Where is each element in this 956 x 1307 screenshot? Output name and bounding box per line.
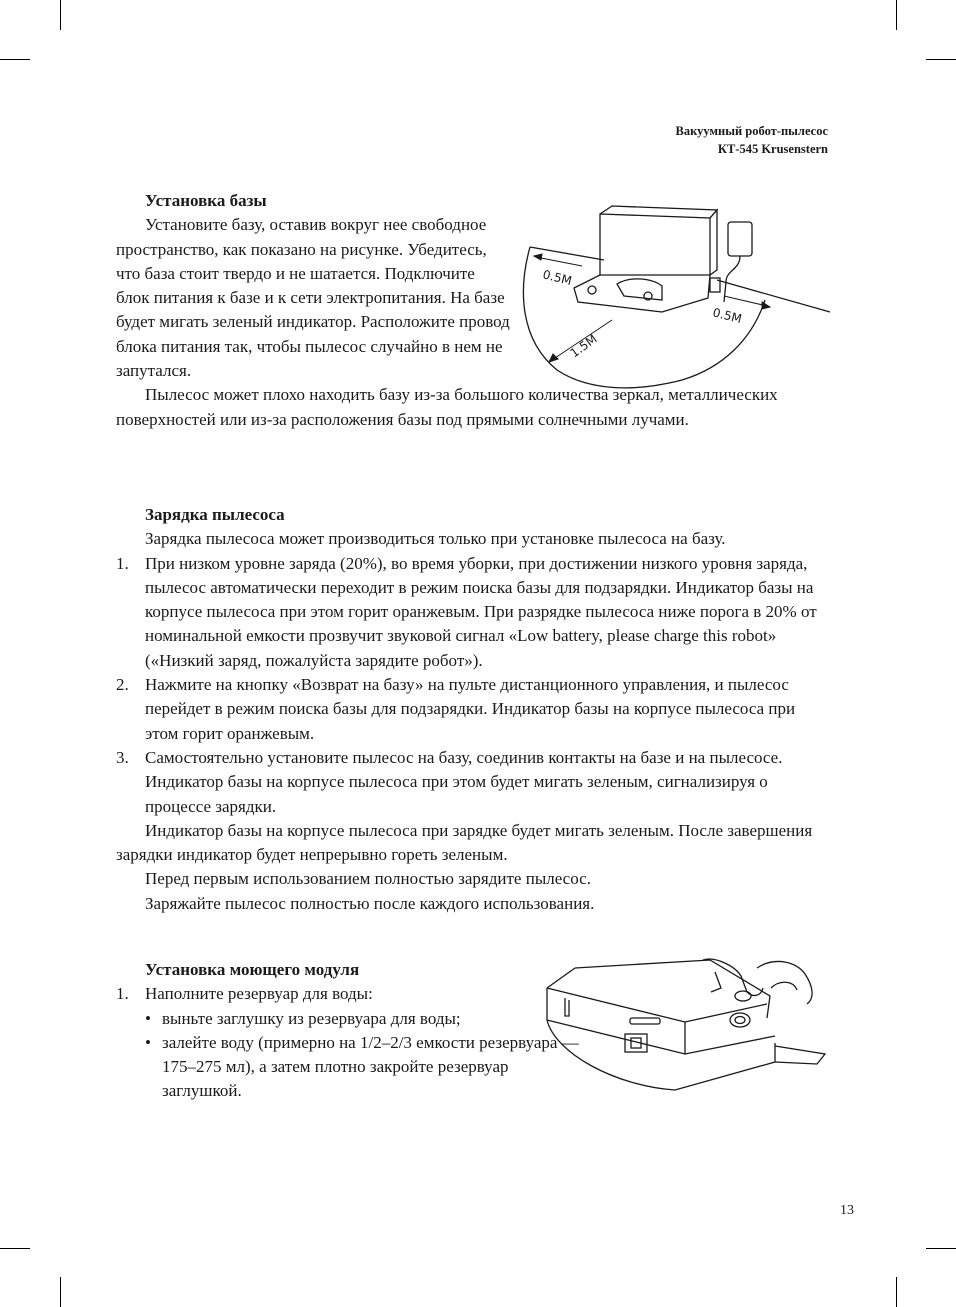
list-number: 3. [116, 747, 129, 767]
list-item-text: При низком уровне заряда (20%), во время уборки, при достижении низкого уровня заряда, пылесос автоматически переходит в режим поиска базы для подзарядки. Индикатор базы на корпусе пылесоса при этом горит оранжевым. При разрядке пылесоса ниже порога в 20% от номинальной емкости прозвучит звуковой сигнал «Low battery, please charge this robot» («Низкий заряд, пожалуйста зарядите робот»). [145, 553, 817, 670]
list-number: 1. [116, 553, 129, 573]
section-title: Зарядка пылесоса [145, 505, 285, 524]
bullet-item [116, 1031, 582, 1104]
bullet-marker: • [145, 1008, 151, 1028]
list-item-text: Наполните резервуар для воды: [145, 984, 373, 1004]
section-title: Установка моющего модуля [145, 960, 360, 979]
bullet-text: залейте воду (примерно на 1/2–2/3 емкости резервуара — 175–275 мл), а затем плотно закройте резервуар заглушкой. [162, 1032, 579, 1101]
bullet-item [116, 1007, 582, 1031]
crop-mark [926, 1248, 956, 1249]
crop-mark [0, 59, 30, 60]
list-item-text: Самостоятельно установите пылесос на базу, соединив контакты на базе и на пылесосе. Индикатор базы на корпусе пылесоса при этом будет мигать зеленым, сигнализируя о процессе зарядки. [145, 747, 783, 816]
list-item [116, 746, 828, 819]
list-number: 2. [116, 675, 129, 695]
crop-mark [926, 59, 956, 60]
water-tank-figure [535, 958, 831, 1098]
crop-mark [896, 0, 897, 30]
section-charging [116, 503, 828, 916]
header-model: КТ-545 Krusenstern [717, 142, 828, 156]
paragraph: Индикатор базы на корпусе пылесоса при зарядке будет мигать зеленым. После завершения зарядки индикатор будет непрерывно гореть зеленым. [116, 820, 813, 865]
bullet-text: выньте заглушку из резервуара для воды; [162, 1008, 461, 1028]
paragraph: Установите базу, оставив вокруг нее свободное пространство, как показано на рисунке. Убедитесь, что база стоит твердо и не шатается. Подключите блок питания к базе и к сети электропитания. На базе будет мигать зеленый индикатор. Расположите провод блока питания так, чтобы пылесос случайно в нем не запутался. [116, 215, 510, 381]
paragraph: Пылесос может плохо находить базу из-за большого количества зеркал, металлических поверхностей или из-за расположения базы под прямыми солнечными лучами. [116, 385, 778, 429]
clearance-left-label: 0.5M [541, 267, 574, 289]
running-header [676, 122, 828, 158]
paragraph: Перед первым использованием полностью зарядите пылесос. [145, 869, 591, 889]
list-item [116, 673, 828, 746]
list-item-text: Нажмите на кнопку «Возврат на базу» на пульте дистанционного управления, и пылесос перейдет в режим поиска базы для подзарядки. Индикатор базы на корпусе пылесоса при этом горит оранжевым. [145, 675, 796, 743]
clearance-front-label: 1.5M [567, 331, 600, 361]
page-number: 13 [840, 1203, 854, 1218]
header-product-type: Вакуумный робот-пылесос [675, 124, 828, 138]
crop-mark [60, 1277, 61, 1307]
base-clearance-figure [512, 200, 832, 400]
list-number: 1. [116, 984, 129, 1004]
crop-mark [896, 1277, 897, 1307]
crop-mark [60, 0, 61, 30]
list-item [116, 552, 828, 673]
clearance-right-label: 0.5M [711, 305, 744, 327]
crop-mark [0, 1248, 30, 1249]
section-title: Установка базы [145, 191, 267, 210]
bullet-marker: • [145, 1032, 151, 1052]
paragraph: Заряжайте пылесос полностью после каждого использования. [145, 893, 595, 913]
paragraph: Зарядка пылесоса может производиться только при установке пылесоса на базу. [145, 529, 726, 549]
